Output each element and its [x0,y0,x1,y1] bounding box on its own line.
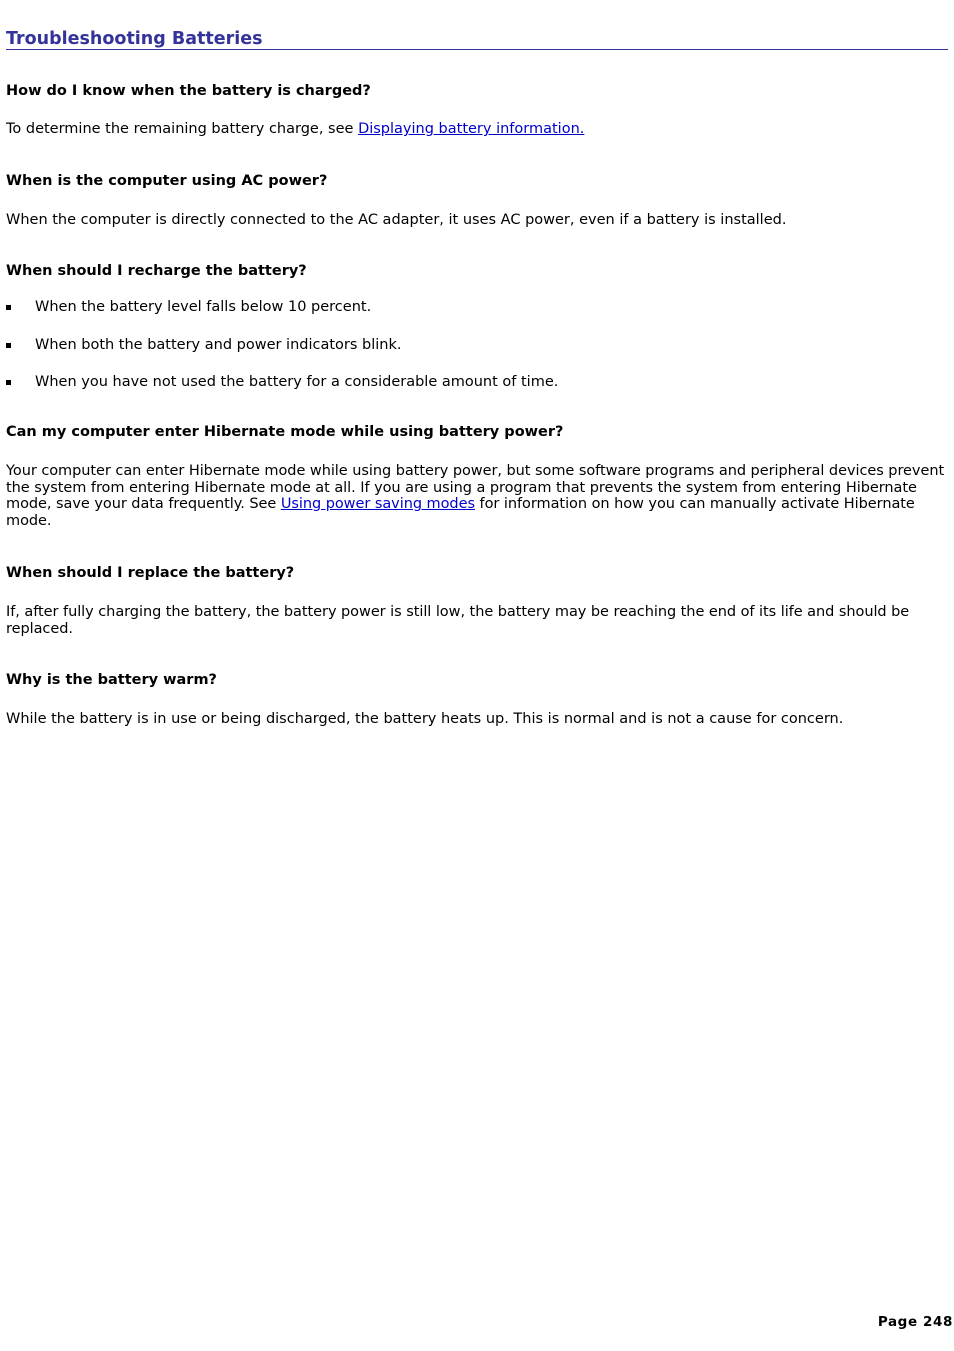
page-number: Page 248 [877,1314,953,1330]
answer-text-after: for information on how you can manually activate Hibernate mode. [6,496,915,529]
bullet-square-icon [6,305,11,310]
answer-text: To determine the remaining battery charge, see [6,121,359,137]
answer-replace: If, after fully charging the battery, the battery power is still low, the battery may be reaching the end of its life and should be replaced. [6,604,910,637]
answer-text: Your computer can enter Hibernate mode while using battery power, but some software programs and peripheral devices prevent the system from entering Hibernate mode at all. If you are using a program that prevents the system from entering Hibernate mode, save your data frequently. See [6,463,945,512]
list-item-text: When both the battery and power indicators blink. [35,337,402,353]
question-replace: When should I replace the battery? [6,565,295,581]
answer-ac-power: When the computer is directly connected to the AC adapter, it uses AC power, even if a battery is installed. [6,212,787,228]
question-hibernate: Can my computer enter Hibernate mode while using battery power? [6,424,564,440]
bullet-square-icon [6,380,11,385]
question-warm: Why is the battery warm? [6,672,217,688]
question-recharge: When should I recharge the battery? [6,263,307,279]
question-ac-power: When is the computer using AC power? [6,173,328,189]
using-power-saving-modes-link[interactable]: Using power saving modes [280,496,475,512]
bullet-square-icon [6,343,11,348]
answer-battery-charged [6,121,948,138]
answer-hibernate [6,463,948,529]
page-title: Troubleshooting Batteries [6,29,948,50]
displaying-battery-information-link[interactable]: Displaying battery information. [358,121,585,137]
list-item-text: When the battery level falls below 10 percent. [35,299,372,315]
list-item-text: When you have not used the battery for a considerable amount of time. [35,374,559,390]
question-battery-charged: How do I know when the battery is charged? [6,83,371,99]
answer-warm: While the battery is in use or being discharged, the battery heats up. This is normal and is not a cause for concern. [6,711,844,727]
